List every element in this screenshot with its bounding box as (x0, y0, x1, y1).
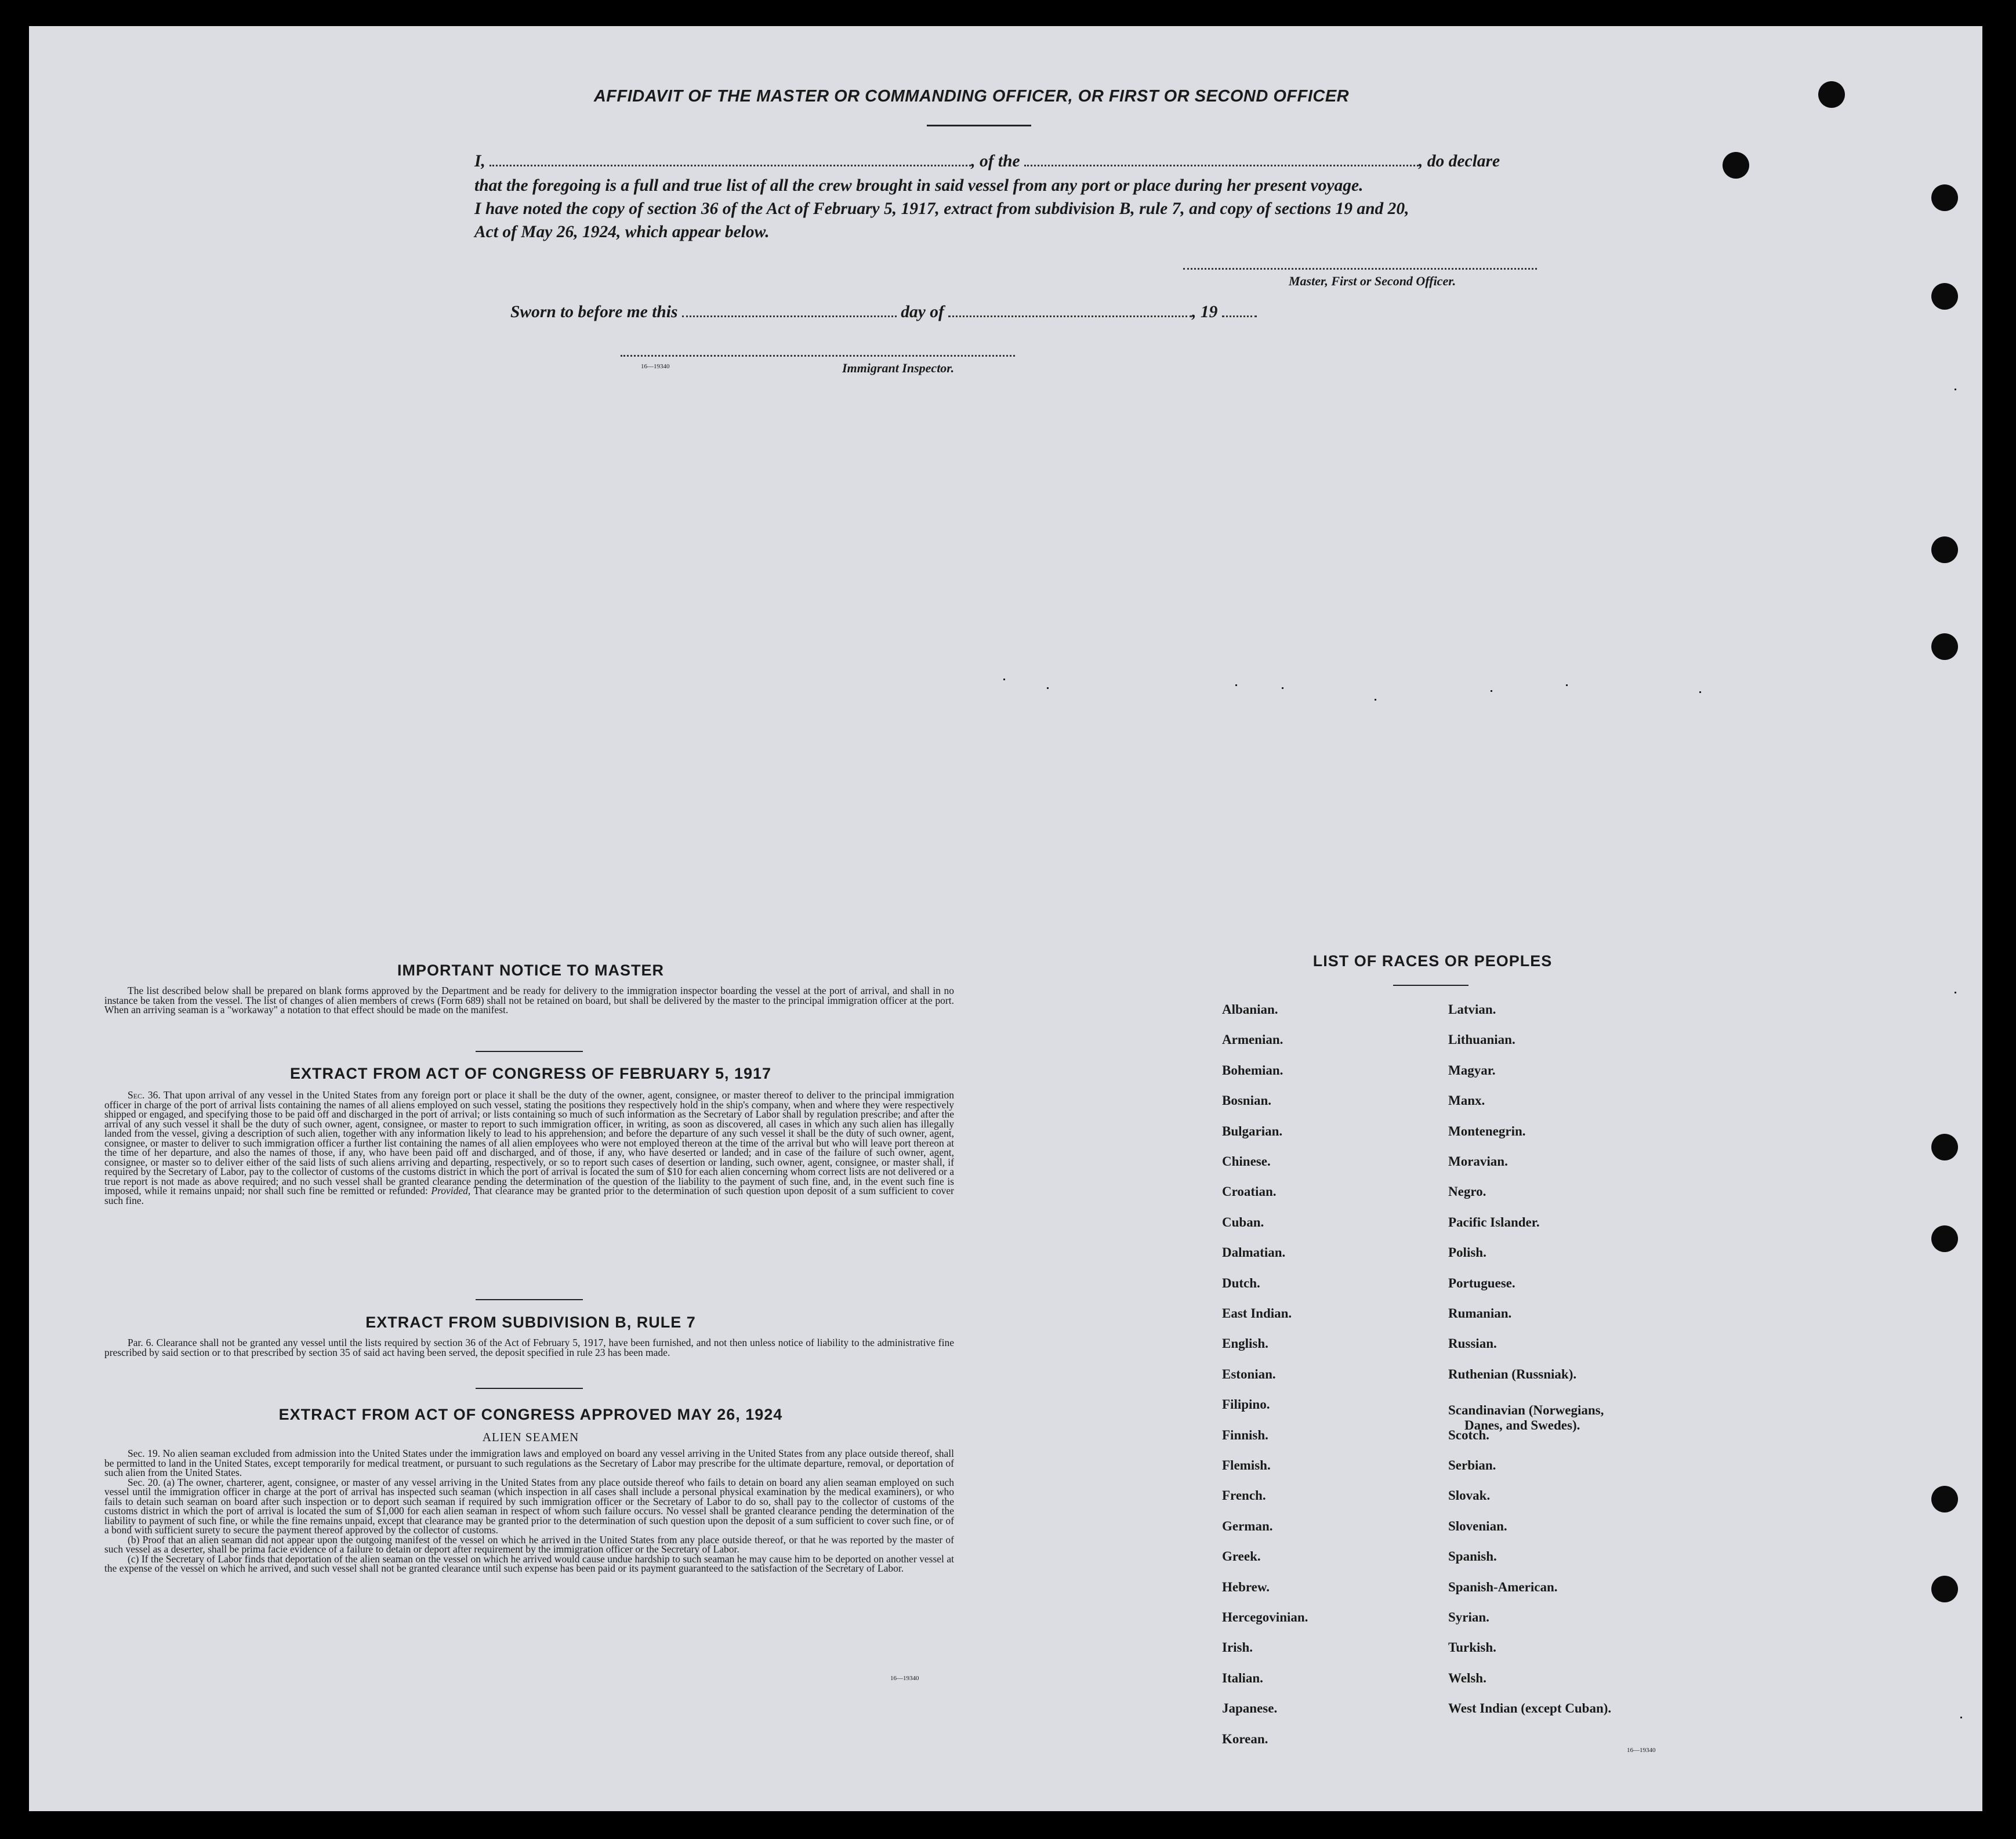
section-20a-text: Sec. 20. (a) The owner, charterer, agent, consignee, or master of any vessel arriving in the United States from any place outside thereof who fails to detain on board any alien seaman employed on such vessel until the immigration officer in charge at the port of arrival has inspected such seaman (which inspection in all cases shall include a personal physical examination by the medical examiners), or who fails to detain such seaman on board after such inspection or to deport such seaman if required by such immigration officer or the Secretary of Labor to do so, shall pay to the collector of customs of the customs district in which the port of arrival is located the sum of $1,000 for each alien seaman in respect of whom such failure occurs. No vessel shall be granted clearance pending the determination of the liability to payment of such fine, or while the fine remains unpaid, except that clearance may be granted prior to the determination of such question upon the deposit of a sum sufficient to cover such fine, or of a bond with sufficient surety to secure the payment thereof approved by the collector of customs. (104, 1476, 954, 1536)
race-item: Japanese. (1222, 1701, 1278, 1716)
extract-1917-divider (476, 1299, 583, 1300)
race-item: Cuban. (1222, 1214, 1264, 1229)
extract-1917-title: EXTRACT FROM ACT OF CONGRESS OF FEBRUARY 5, 1917 (289, 1065, 772, 1082)
scan-speck (1282, 687, 1283, 689)
race-item: Chinese. (1222, 1154, 1271, 1169)
punch-hole (1931, 633, 1958, 660)
punch-hole (1931, 1576, 1958, 1602)
race-item: Hebrew. (1222, 1579, 1270, 1594)
races-form-number: 16—19340 (1627, 1747, 1656, 1754)
declaration-do-declare: , do declare (1419, 152, 1500, 171)
race-item: Negro. (1448, 1184, 1486, 1199)
race-item: Bohemian. (1222, 1062, 1283, 1078)
race-item: Danes, and Swedes). (1464, 1418, 1580, 1433)
race-item: Spanish-American. (1448, 1579, 1558, 1594)
declaration-line-3: I have noted the copy of section 36 of the Act of February 5, 1917, extract from subdivision B, rule 7, and copy of sections 19 and 20, (474, 200, 1409, 218)
extract-1917-body (104, 1090, 954, 1205)
declaration-line-4: Act of May 26, 1924, which appear below. (474, 223, 770, 241)
race-item: Rumanian. (1448, 1306, 1512, 1321)
scan-speck (1375, 699, 1376, 701)
affidavit-title: AFFIDAVIT OF THE MASTER OR COMMANDING OFFICER, OR FIRST OR SECOND OFFICER (593, 87, 1350, 106)
race-item: Manx. (1448, 1093, 1485, 1108)
inspector-label: Immigrant Inspector. (842, 361, 955, 375)
punch-hole (1931, 536, 1958, 563)
race-item: Croatian. (1222, 1184, 1277, 1199)
race-item: Ruthenian (Russniak). (1448, 1366, 1577, 1381)
sworn-year-field[interactable] (1222, 302, 1257, 317)
race-item: Greek. (1222, 1549, 1261, 1564)
notice-body: The list described below shall be prepared on blank forms approved by the Department and be ready for delivery to the immigration inspector boarding the vessel at the port of arrival, and shall in no instance be taken from the vessel. The list of changes of alien members of crews (Form 689) shall not be retained on board, but shall be delivered by the master to the principal immigration officer at the port. When an arriving seaman is a "workaway" a notation to that effect should be made on the manifest. (104, 985, 954, 1015)
declaration-i: I, (474, 152, 485, 171)
sworn-before-me: Sworn to before me this (510, 303, 678, 321)
race-item: Scotch. (1448, 1427, 1489, 1442)
race-item: Magyar. (1448, 1062, 1496, 1078)
race-item: Irish. (1222, 1640, 1253, 1655)
proviso-text: That clearance may be granted prior to the determination of such question upon deposit of a sum sufficient to cover such fine. (104, 1185, 954, 1206)
race-item: Filipino. (1222, 1397, 1270, 1412)
sworn-day-of: day of (901, 303, 944, 321)
race-item: Montenegrin. (1448, 1123, 1526, 1138)
declarant-name-field[interactable] (490, 151, 971, 166)
race-item: Lithuanian. (1448, 1032, 1515, 1047)
declaration-line-1 (474, 150, 1559, 173)
sworn-line (510, 300, 1595, 324)
race-item: Bulgarian. (1222, 1123, 1283, 1138)
proviso-label: Provided, (431, 1185, 471, 1196)
race-item: Russian. (1448, 1336, 1497, 1351)
master-signature-label: Master, First or Second Officer. (1289, 274, 1456, 288)
punch-hole (1931, 184, 1958, 211)
race-item: German. (1222, 1518, 1273, 1533)
race-item: Estonian. (1222, 1366, 1276, 1381)
alien-seamen-subtitle: ALIEN SEAMEN (482, 1430, 579, 1444)
subdivision-b-title: EXTRACT FROM SUBDIVISION B, RULE 7 (365, 1314, 696, 1331)
section-36-text: That upon arrival of any vessel in the United States from any foreign port or place it shall be the duty of the owner, agent, consignee, or master thereof to deliver to the principal immigration officer in charge of the port of arrival lists containing the names of all aliens employed on such vessel, stating the positions they respectively hold in the ship's company, when and where they were respectively shipped or engaged, and specifying those to be paid off and discharged in the port of arrival; or lists containing so much of such information as the Secretary of Labor shall by regulation prescribe; and after the arrival of any such vessel it shall be the duty of such owner, agent, consignee, or master to report to such immigration officer, in writing, as soon as discovered, all cases in which any such alien has illegally landed from the vessel, giving a description of such alien, together with any information likely to lead to his apprehension; and before the departure of any such vessel it shall be the duty of such owner, agent, consignee, or master to deliver to such immigration officer a further list containing the names of all alien employees who were not employed thereon at the time of the arrival but who will leave port thereon at the time of her departure, and also the names of those, if any, who have been paid off and discharged, and of those, if any, who have deserted or landed; and in case of the failure of such owner, agent, consignee, or master so to deliver either of the said lists of such aliens arriving and departing, respectively, or so to report such cases of desertion or landing, such owner, agent, consignee, or master shall, if required by the Secretary of Labor, pay to the collector of customs of the customs district in which the port of arrival is located the sum of $10 for each alien concerning whom correct lists are not delivered or a true report is not made as above required; and no such vessel shall be granted clearance pending the determination of the question of the liability to the payment of such fine, and, in the event such fine is imposed, while it remains unpaid; nor shall such fine be remitted or refunded: (104, 1089, 954, 1196)
race-item: East Indian. (1222, 1306, 1292, 1321)
race-item: Moravian. (1448, 1154, 1508, 1169)
race-item: Polish. (1448, 1245, 1486, 1260)
race-item: French. (1222, 1488, 1266, 1503)
vessel-name-field[interactable] (1024, 151, 1419, 166)
declaration-line-2: that the foregoing is a full and true list of all the crew brought in said vessel from any port or place during her present voyage. (474, 176, 1364, 195)
race-item: Portuguese. (1448, 1275, 1515, 1290)
master-signature-line[interactable] (1183, 268, 1537, 270)
race-item: Slovenian. (1448, 1518, 1507, 1533)
affidavit-form-number: 16—19340 (641, 363, 670, 370)
races-title: LIST OF RACES OR PEOPLES (1312, 952, 1553, 970)
punch-hole (1931, 1486, 1958, 1512)
scan-speck (1960, 1717, 1962, 1718)
declaration-of-the: , of the (971, 152, 1020, 171)
race-item: Flemish. (1222, 1458, 1271, 1472)
race-item: Hercegovinian. (1222, 1610, 1308, 1624)
scan-speck (1955, 992, 1956, 993)
punch-hole (1931, 283, 1958, 310)
races-divider (1393, 985, 1469, 986)
race-item: Serbian. (1448, 1458, 1496, 1472)
notice-title: IMPORTANT NOTICE TO MASTER (397, 962, 664, 979)
scan-speck (1491, 690, 1492, 692)
sworn-year-prefix: , 19 (1192, 303, 1218, 321)
punch-hole (1931, 1134, 1958, 1160)
race-item: Syrian. (1448, 1610, 1489, 1624)
race-item: Spanish. (1448, 1549, 1497, 1564)
punch-hole (1723, 152, 1749, 179)
scan-speck (1955, 389, 1956, 390)
punch-hole (1931, 1225, 1958, 1252)
extract-form-number: 16—19340 (890, 1675, 919, 1682)
inspector-signature-line[interactable] (621, 355, 1015, 357)
race-item: Latvian. (1448, 1002, 1496, 1017)
extract-1924-title: EXTRACT FROM ACT OF CONGRESS APPROVED MAY 26, 1924 (278, 1406, 783, 1423)
section-20c-text: (c) If the Secretary of Labor finds that deportation of the alien seaman on the vessel on which he arrived would cause undue hardship to such seaman he may cause him to be deported on another vessel at the expense of the vessel on which he arrived, and such vessel shall not be granted clearance until such expense has been paid or its payment guaranteed to the satisfaction of the Secretary of Labor. (104, 1553, 954, 1574)
race-item: Dutch. (1222, 1275, 1260, 1290)
scan-speck (1566, 684, 1568, 686)
sworn-day-field[interactable] (682, 302, 897, 317)
section-20b-text: (b) Proof that an alien seaman did not appear upon the outgoing manifest of the vessel on which he arrived in the United States from any place outside thereof, or that he was reported by the master of such vessel as a deserter, shall be prima facie evidence of a failure to detain or deport after requirement by the immigration officer or the Secretary of Labor. (104, 1533, 954, 1555)
scan-speck (1235, 684, 1237, 686)
scan-speck (1699, 691, 1701, 693)
race-item: Welsh. (1448, 1670, 1486, 1685)
race-item: Armenian. (1222, 1032, 1283, 1047)
section-19-text: Sec. 19. No alien seaman excluded from admission into the United States under the immigration laws and employed on board any vessel arriving in the United States from any place outside thereof, shall be permitted to land in the United States, except temporarily for medical treatment, or pursuant to such regulations as the Secretary of Labor may prescribe for the ultimate departure, removal, or deportation of such alien from the United States. (104, 1448, 954, 1478)
race-item: Albanian. (1222, 1002, 1278, 1017)
race-item: Dalmatian. (1222, 1245, 1286, 1260)
subdivision-b-body: Par. 6. Clearance shall not be granted any vessel until the lists required by section 36 of the Act of February 5, 1917, have been furnished, and not then unless notice of liability to the administrative fine prescribed by said section or to that prescribed by section 35 of said act having been served, the deposit specified in rule 23 has been made. (104, 1337, 954, 1358)
race-item: English. (1222, 1336, 1268, 1351)
race-item: Slovak. (1448, 1488, 1491, 1503)
race-item: Finnish. (1222, 1427, 1268, 1442)
scan-speck (1047, 687, 1049, 689)
race-item: West Indian (except Cuban). (1448, 1701, 1612, 1716)
sworn-month-field[interactable] (948, 302, 1192, 317)
race-item: Pacific Islander. (1448, 1214, 1540, 1229)
scan-speck (1003, 679, 1005, 680)
race-item: Turkish. (1448, 1640, 1496, 1655)
title-underline (927, 125, 1031, 126)
race-item: Korean. (1222, 1731, 1268, 1746)
race-item: Bosnian. (1222, 1093, 1272, 1108)
extract-1924-body (104, 1449, 954, 1573)
race-item: Scandinavian (Norwegians, (1448, 1403, 1604, 1418)
notice-divider (476, 1051, 583, 1052)
subdivision-b-divider (476, 1388, 583, 1389)
punch-hole (1818, 81, 1845, 108)
race-item: Italian. (1222, 1670, 1263, 1685)
section-36-label: Sec. 36. (128, 1089, 161, 1101)
